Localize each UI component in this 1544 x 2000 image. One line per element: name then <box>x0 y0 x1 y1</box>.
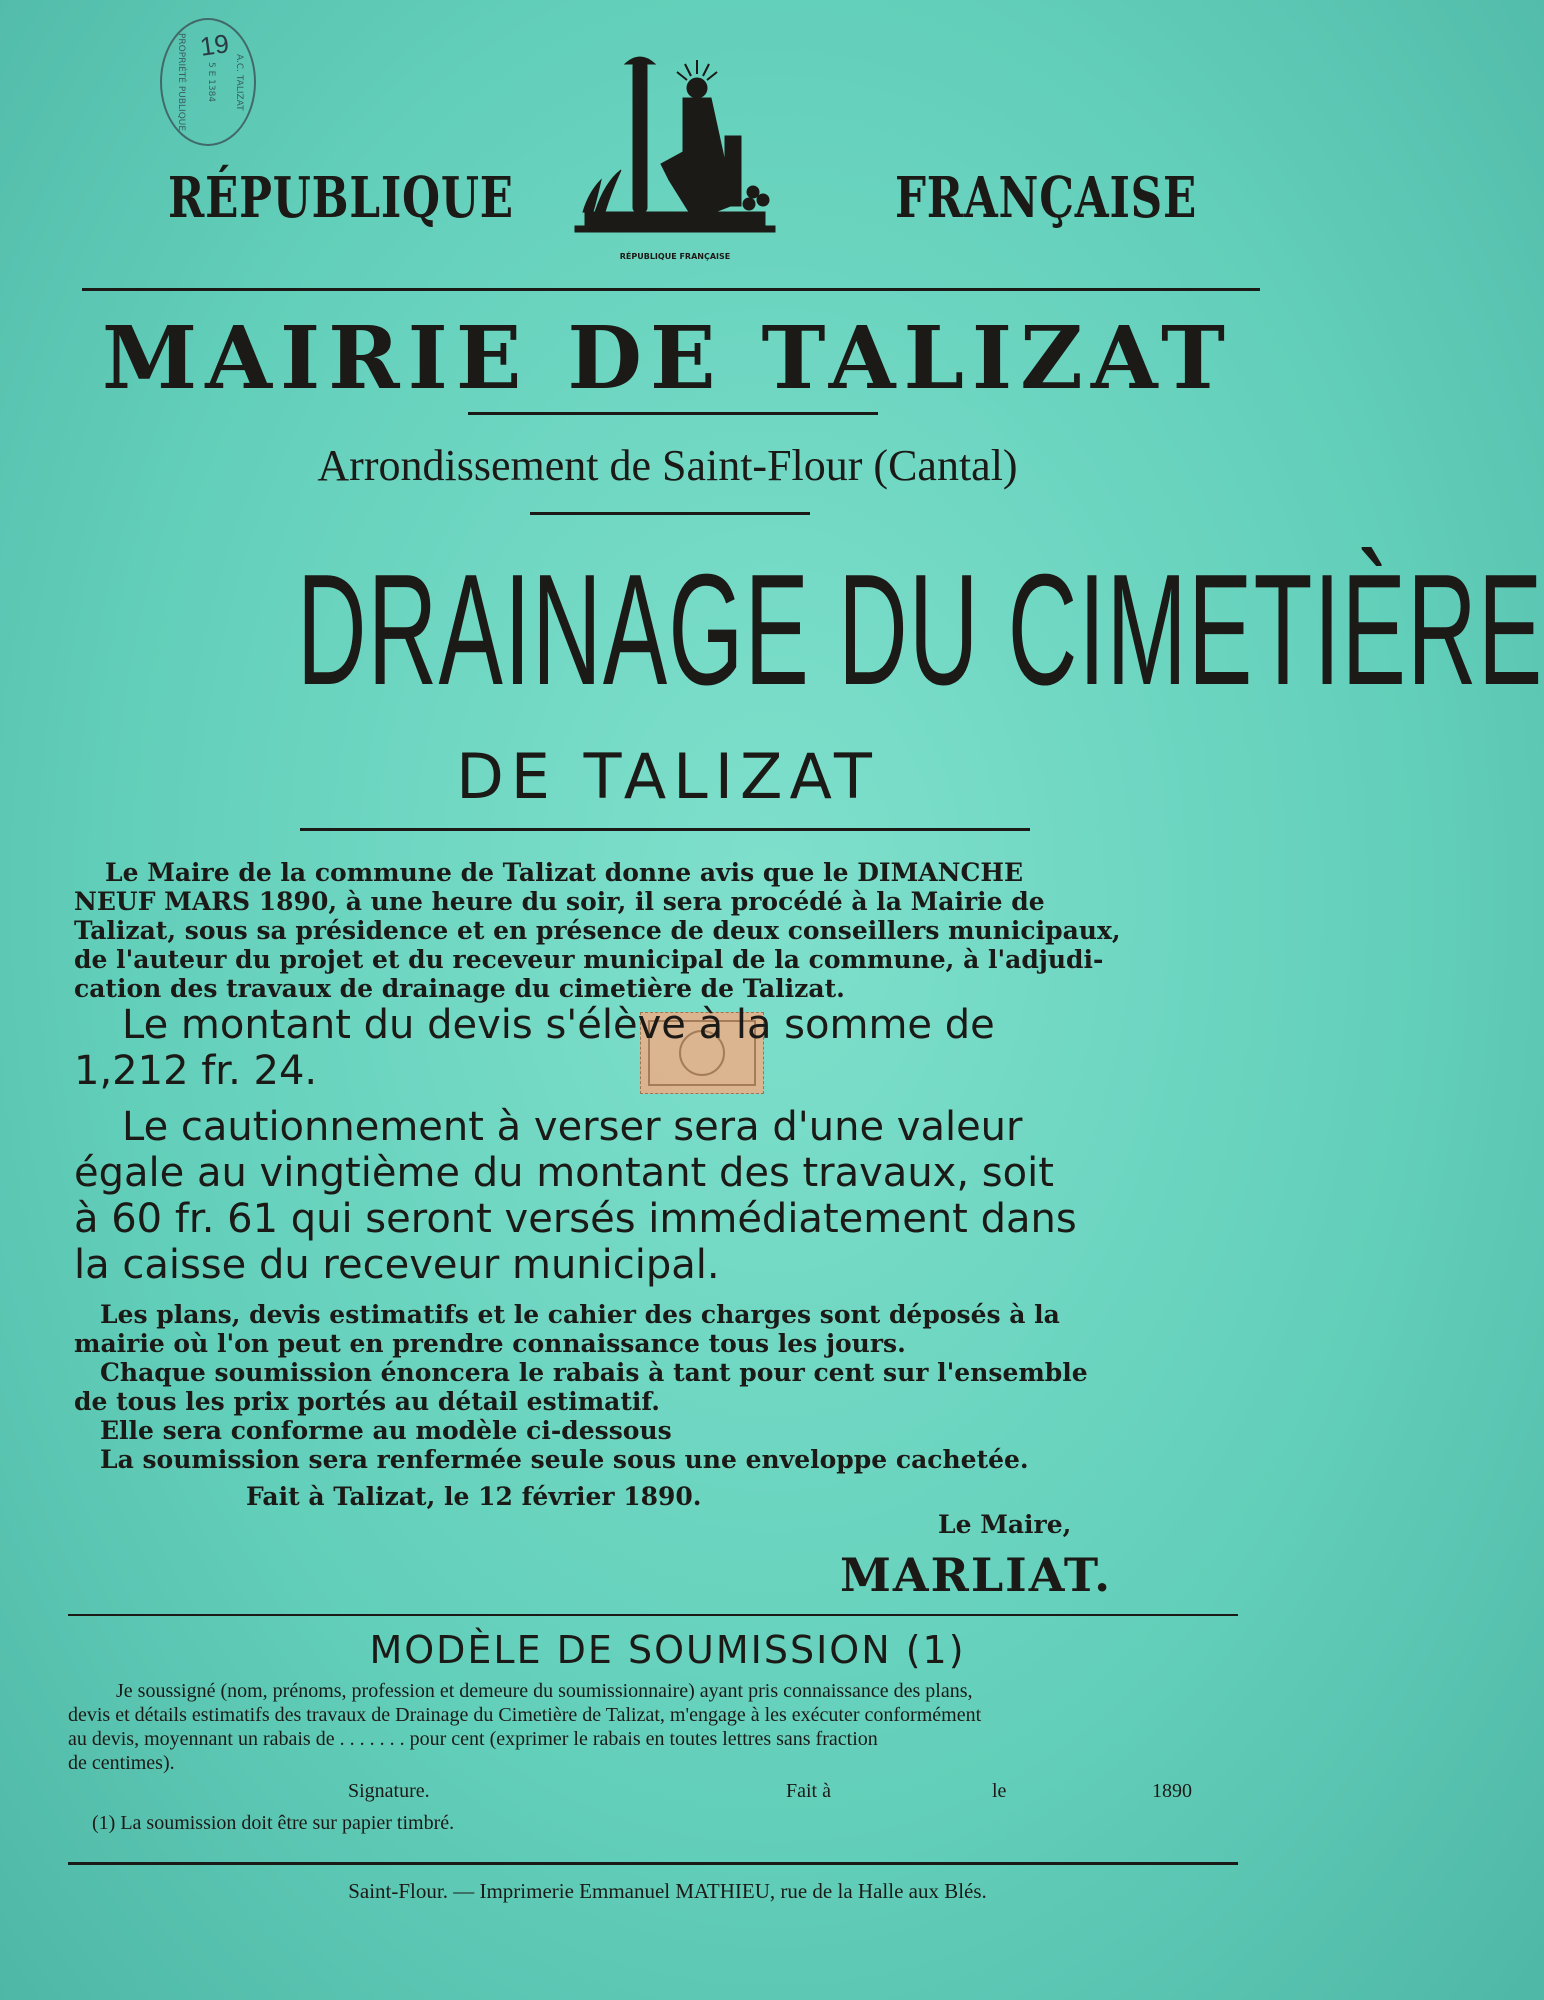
conditions-line-6: La soumission sera renfermée seule sous une enveloppe cachetée. <box>100 1445 1029 1474</box>
conditions-line-3: Chaque soumission énoncera le rabais à tant pour cent sur l'ensemble <box>100 1358 1088 1387</box>
avis-line-5: cation des travaux de drainage du cimetière de Talizat. <box>74 974 845 1003</box>
header-rule <box>82 288 1260 291</box>
montant-line-1: Le montant du devis s'élève à la somme de <box>122 1002 995 1048</box>
conditions-line-5: Elle sera conforme au modèle ci-dessous <box>100 1416 672 1445</box>
cautionnement-line-1: Le cautionnement à verser sera d'une valeur <box>122 1104 1023 1150</box>
avis-line-1: Le Maire de la commune de Talizat donne avis que le DIMANCHE <box>105 858 1024 887</box>
stamp-text-middle: 5 E 1384 <box>206 61 216 103</box>
modele-signature: Signature. <box>348 1780 430 1802</box>
stamp-handwritten-number: 19 <box>197 28 231 62</box>
modele-rule-top <box>68 1614 1238 1616</box>
avis-line-4: de l'auteur du projet et du receveur municipal de la commune, à l'adjudi- <box>74 945 1104 974</box>
conditions-line-1: Les plans, devis estimatifs et le cahier des charges sont déposés à la <box>100 1300 1060 1329</box>
maire-title: Le Maire, <box>938 1510 1072 1539</box>
title-rule <box>300 828 1030 831</box>
modele-title: MODÈLE DE SOUMISSION (1) <box>369 1628 966 1672</box>
imprimerie: Saint-Flour. — Imprimerie Emmanuel MATHIEU, rue de la Halle aux Blés. <box>348 1879 987 1903</box>
modele-le: le <box>992 1780 1007 1802</box>
marianne-emblem-icon <box>565 52 785 272</box>
header-francaise: FRANÇAISE <box>895 165 1198 231</box>
arrondissement-rule <box>530 512 810 515</box>
cautionnement-line-4: la caisse du receveur municipal. <box>74 1242 720 1288</box>
cautionnement-line-3: à 60 fr. 61 qui seront versés immédiatement dans <box>74 1196 1077 1242</box>
emblem-banner: RÉPUBLIQUE FRANÇAISE <box>619 252 731 261</box>
stamp-text-left: PROPRIÉTÉ PUBLIQUE <box>176 32 186 132</box>
main-title: DRAINAGE DU CIMETIÈRE <box>296 542 1544 718</box>
arrondissement: Arrondissement de Saint-Flour (Cantal) <box>317 441 1018 490</box>
mairie-rule <box>468 412 878 415</box>
modele-line-4: de centimes). <box>68 1752 175 1774</box>
modele-fait-a: Fait à <box>786 1780 831 1802</box>
stamp-text-right: A.C. TALIZAT <box>234 53 244 111</box>
modele-line-2: devis et détails estimatifs des travaux de Drainage du Cimetière de Talizat, m'engage à les exécuter conformément <box>68 1704 982 1726</box>
maire-name: MARLIAT. <box>840 1548 1113 1602</box>
conditions-line-4: de tous les prix portés au détail estimatif. <box>74 1387 660 1416</box>
modele-year: 1890 <box>1152 1780 1192 1802</box>
avis-line-2: NEUF MARS 1890, à une heure du soir, il sera procédé à la Mairie de <box>74 887 1045 916</box>
sub-title: DE TALIZAT <box>456 740 879 813</box>
mairie-title: MAIRIE DE TALIZAT <box>102 308 1233 409</box>
header-republique: RÉPUBLIQUE <box>168 165 514 231</box>
modele-line-3: au devis, moyennant un rabais de . . . . . . . pour cent (exprimer le rabais en toutes lettres sans fraction <box>68 1728 878 1750</box>
conditions-line-2: mairie où l'on peut en prendre connaissance tous les jours. <box>74 1329 906 1358</box>
fait-date: Fait à Talizat, le 12 février 1890. <box>246 1482 702 1511</box>
modele-note: (1) La soumission doit être sur papier timbré. <box>92 1812 455 1834</box>
modele-line-1: Je soussigné (nom, prénoms, profession et demeure du soumissionnaire) ayant pris connaissance des plans, <box>116 1680 973 1702</box>
footer-rule <box>68 1862 1238 1865</box>
avis-line-3: Talizat, sous sa présidence et en présence de deux conseillers municipaux, <box>74 916 1121 945</box>
cautionnement-line-2: égale au vingtième du montant des travaux, soit <box>74 1150 1054 1196</box>
main-title-wrapper <box>0 535 1544 735</box>
montant-line-2: 1,212 fr. 24. <box>74 1048 318 1094</box>
